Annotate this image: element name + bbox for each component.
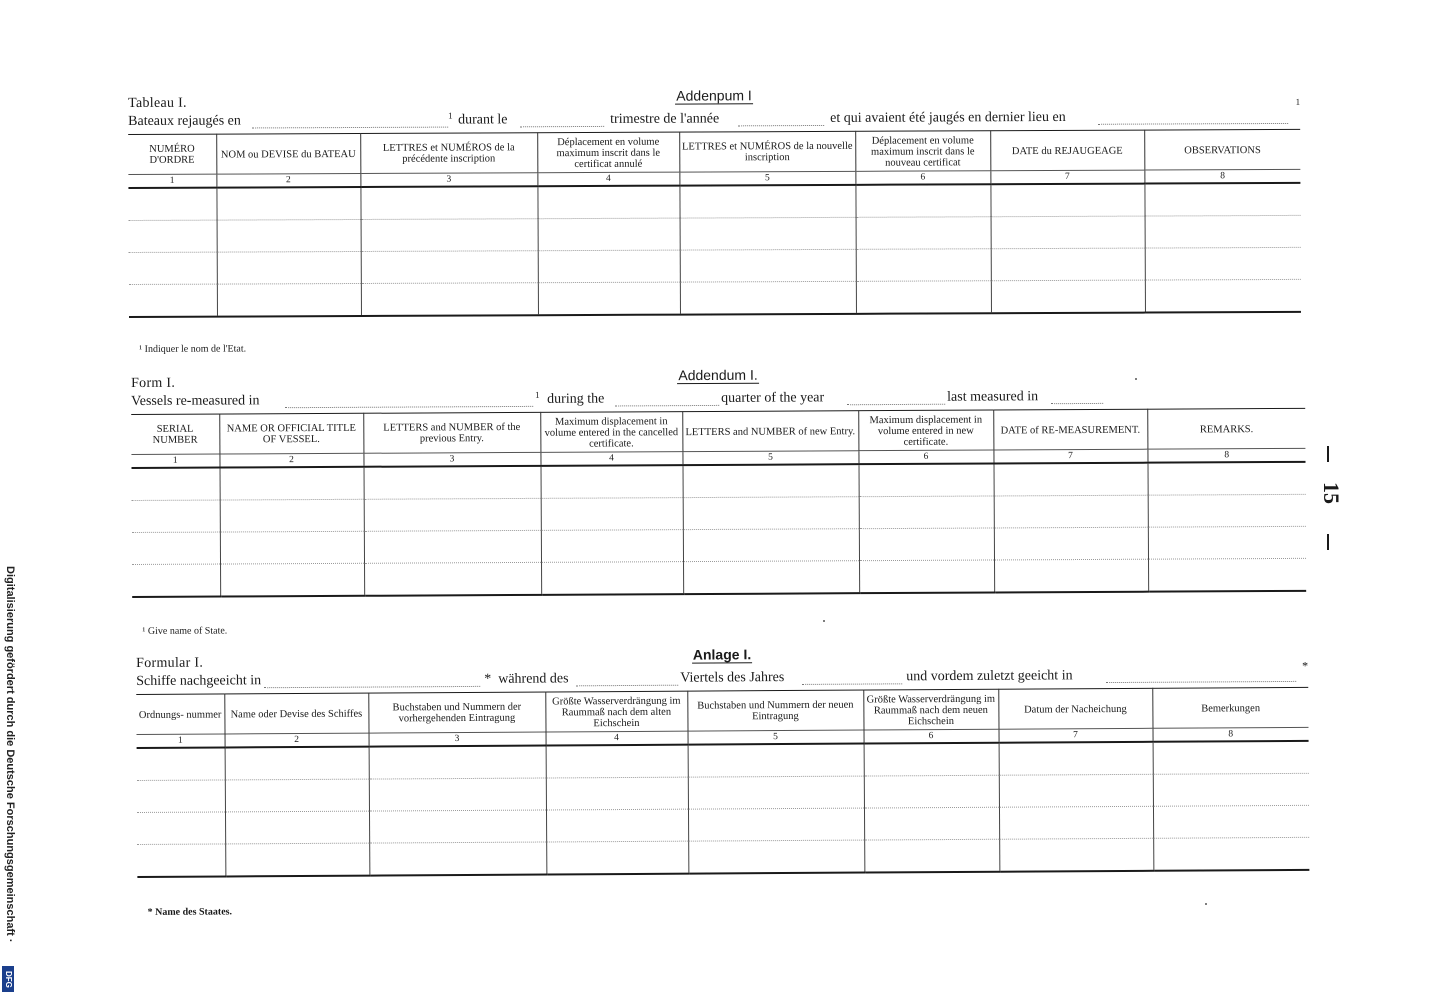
table-row xyxy=(128,183,1300,221)
column-number: 7 xyxy=(993,449,1147,463)
column-number: 2 xyxy=(216,173,360,187)
form-title: Addenpum I xyxy=(676,87,752,104)
column-number: 2 xyxy=(219,453,363,467)
column-number: 6 xyxy=(864,729,999,743)
fill-in-blank xyxy=(1098,123,1288,125)
footnote: * Name des Staates. xyxy=(147,906,233,918)
column-header: Ordnungs- nummer xyxy=(138,708,222,721)
fill-in-blank xyxy=(847,404,945,406)
table-row xyxy=(129,247,1301,284)
column-number: 5 xyxy=(679,171,855,185)
footnote: ¹ Indiquer le nom de l'Etat. xyxy=(139,343,247,355)
line-text: Schiffe nachgeeicht in xyxy=(136,673,262,689)
column-header: DATE of RE-MEASUREMENT. xyxy=(993,409,1147,450)
form-label: Formular I. xyxy=(136,655,204,671)
table-row xyxy=(129,279,1301,317)
fill-in-blank xyxy=(252,127,448,129)
form-title: Addendum I. xyxy=(678,366,758,384)
fill-in-blank xyxy=(1051,403,1103,404)
column-header: NAME OR OFFICIAL TITLE OF VESSEL. xyxy=(219,413,363,454)
register-table xyxy=(131,408,1306,598)
column-header: Maximum displacement in volume entered in new certificate. xyxy=(858,409,993,450)
column-number: 8 xyxy=(1152,727,1308,741)
register-table xyxy=(128,129,1301,318)
column-number: 6 xyxy=(858,450,993,464)
column-header: Maximum displacement in volume entered in the cancelled certificate. xyxy=(540,411,682,452)
column-number: 3 xyxy=(363,452,540,466)
line-text: Bateaux rejaugés en xyxy=(128,113,241,129)
column-header: LETTRES et NUMÉROS de la précédente inscription xyxy=(360,132,537,173)
column-number: 3 xyxy=(360,173,537,187)
form-label: Form I. xyxy=(131,375,176,391)
line-text: während des xyxy=(498,671,569,687)
column-number: 1 xyxy=(128,174,216,188)
column-number: 7 xyxy=(999,728,1153,742)
column-header: REMARKS. xyxy=(1147,408,1305,449)
line-text: Vessels re-measured in xyxy=(131,393,260,409)
column-header: Größte Wasserverdrängung im Raummaß nach dem neuen Eichschein xyxy=(863,689,998,730)
fill-in-blank xyxy=(802,683,902,685)
footnote-marker: 1 xyxy=(1295,96,1301,107)
column-header: OBSERVATIONS xyxy=(1144,129,1300,170)
digitization-credit: Digitalisierung gefördert durch die Deutsche Forschungsgemeinschaft · xyxy=(4,566,16,943)
footnote-marker: 1 xyxy=(448,110,453,121)
column-header: Déplacement en volume maximum inscrit dans le nouveau certificat xyxy=(855,130,990,171)
form-title: Anlage I. xyxy=(692,646,752,663)
scan-speck xyxy=(1135,378,1137,380)
fill-in-blank xyxy=(615,405,719,407)
footnote: ¹ Give name of State. xyxy=(142,625,228,637)
line-text: und vordem zuletzt geeicht in xyxy=(906,668,1073,685)
form-tableau-fr xyxy=(128,85,1301,355)
footnote-marker: 1 xyxy=(535,389,540,400)
scan-speck xyxy=(1205,903,1207,905)
column-number: 8 xyxy=(1147,448,1305,462)
column-header: Buchstaben und Nummern der vorhergehenden Eintragung xyxy=(368,692,545,734)
fill-in-blank xyxy=(576,685,678,687)
column-header: Déplacement en volume maximum inscrit dans le certificat annulé xyxy=(537,132,679,173)
form-label: Tableau I. xyxy=(128,95,187,111)
column-number: 4 xyxy=(540,452,682,466)
column-number: 2 xyxy=(225,733,369,747)
column-number: 4 xyxy=(546,731,688,745)
column-header: Buchstaben und Nummern der neuen Eintragung xyxy=(687,690,863,732)
line-text: last measured in xyxy=(947,389,1039,405)
line-text: during the xyxy=(547,391,605,407)
footnote-marker: * xyxy=(484,671,492,687)
column-header: Größte Wasserverdrängung im Raummaß nach dem alten Eichschein xyxy=(545,691,687,732)
column-number: 3 xyxy=(369,732,546,747)
column-header: LETTERS and NUMBER of new Entry. xyxy=(682,410,858,451)
fill-in-blank xyxy=(520,126,604,127)
column-header: LETTERS and NUMBER of the previous Entry. xyxy=(363,412,540,453)
table-row xyxy=(129,215,1301,252)
column-number: 8 xyxy=(1144,169,1300,183)
column-header: NOM ou DEVISE du BATEAU xyxy=(216,133,360,174)
line-text: quarter of the year xyxy=(721,390,825,406)
column-number: 5 xyxy=(688,730,864,745)
fill-in-blank xyxy=(738,125,824,126)
column-header: LETTRES et NUMÉROS de la nouvelle inscription xyxy=(679,131,855,172)
table-row xyxy=(132,558,1306,597)
line-text: trimestre de l'année xyxy=(610,111,720,127)
table-row xyxy=(137,837,1309,877)
page-number-dash xyxy=(1327,446,1329,462)
column-number: 4 xyxy=(537,172,679,186)
column-header: SERIAL NUMBER xyxy=(152,423,198,446)
form-english xyxy=(131,364,1305,637)
column-header: Datum der Nacheichung xyxy=(998,688,1152,729)
column-number: 1 xyxy=(137,734,225,748)
column-header: DATE du REJAUGEAGE xyxy=(990,130,1144,171)
column-header: Bemerkungen xyxy=(1152,687,1308,728)
footnote-marker: * xyxy=(1302,658,1309,673)
page-number-dash xyxy=(1327,534,1329,550)
column-number: 5 xyxy=(682,451,858,465)
page-number: 15 xyxy=(1319,482,1344,504)
fill-in-blank xyxy=(1106,681,1296,683)
register-table xyxy=(136,687,1309,878)
column-number: 1 xyxy=(131,454,219,468)
fill-in-blank xyxy=(285,406,533,408)
form-german xyxy=(136,643,1309,918)
line-text: durant le xyxy=(458,112,508,128)
column-header: NUMÉRO D'ORDRE xyxy=(149,143,195,166)
column-header: Name oder Devise des Schiffes xyxy=(224,693,368,734)
line-text: et qui avaient été jaugés en dernier lieu en xyxy=(830,109,1066,126)
dfg-logo-icon: DFG xyxy=(2,966,14,992)
line-text: Viertels des Jahres xyxy=(680,670,785,686)
column-number: 7 xyxy=(990,170,1144,184)
fill-in-blank xyxy=(264,686,480,688)
column-number: 6 xyxy=(855,171,990,185)
scan-speck xyxy=(823,620,825,622)
